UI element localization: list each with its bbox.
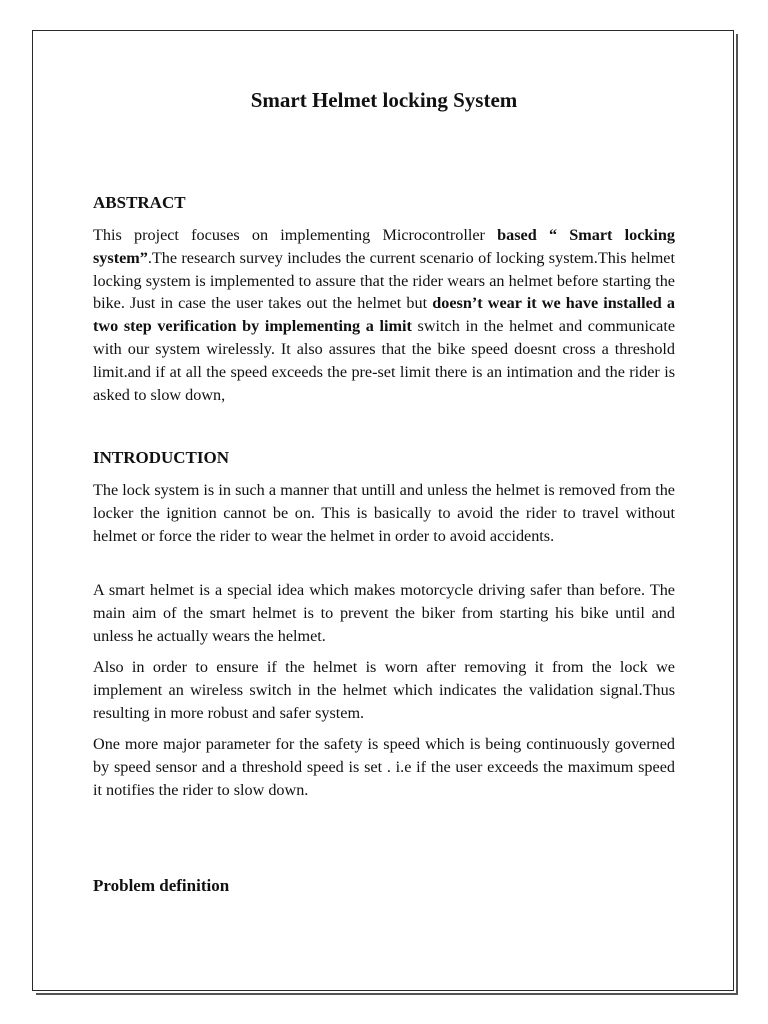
abstract-text-4-bold: doesn’t wear it we have installed a two step verification by implementing a limit: [93, 294, 675, 336]
abstract-text-1: This project focuses on implementing Microcontroller: [93, 226, 498, 244]
introduction-heading: INTRODUCTION: [93, 448, 230, 467]
abstract-heading: ABSTRACT: [93, 193, 186, 212]
abstract-text-2-bold: based “ Smart locking system”: [93, 226, 675, 267]
introduction-paragraph-2: A smart helmet is a special idea which makes motorcycle driving safer than before. The main aim of the smart helmet is to prevent the biker from starting his bike until and unless he actually wears the helmet.: [93, 581, 675, 645]
problem-definition-heading: Problem definition: [93, 876, 230, 895]
document-title: Smart Helmet locking System: [250, 88, 518, 112]
abstract-paragraph: [93, 224, 675, 406]
introduction-paragraph-1: The lock system is in such a manner that untill and unless the helmet is removed from the locker the ignition cannot be on. This is basically to avoid the rider to travel without helmet or force the rider to wear the helmet in order to avoid accidents.: [93, 481, 675, 545]
introduction-paragraph-4: One more major parameter for the safety is speed which is being continuously governed by speed sensor and a threshold speed is set . i.e if the user exceeds the maximum speed it notifies the rider to slow down.: [93, 735, 675, 799]
abstract-text-3: .The research survey includes the current scenario of locking system.This helmet locking system is implemented to assure that the rider wears an helmet before starting the bike. Just in case the user takes out the helmet but: [93, 248, 675, 313]
abstract-text-5: switch in the helmet and communicate with our system wirelessly. It also assures that the bike speed doesnt cross a threshold limit.and if at all the speed exceeds the pre-set limit there is an intimation and the rider is asked to slow down,: [93, 317, 676, 404]
introduction-paragraph-3: Also in order to ensure if the helmet is worn after removing it from the lock we implement an wireless switch in the helmet which indicates the validation signal.Thus resulting in more robust and safer system.: [93, 658, 675, 722]
